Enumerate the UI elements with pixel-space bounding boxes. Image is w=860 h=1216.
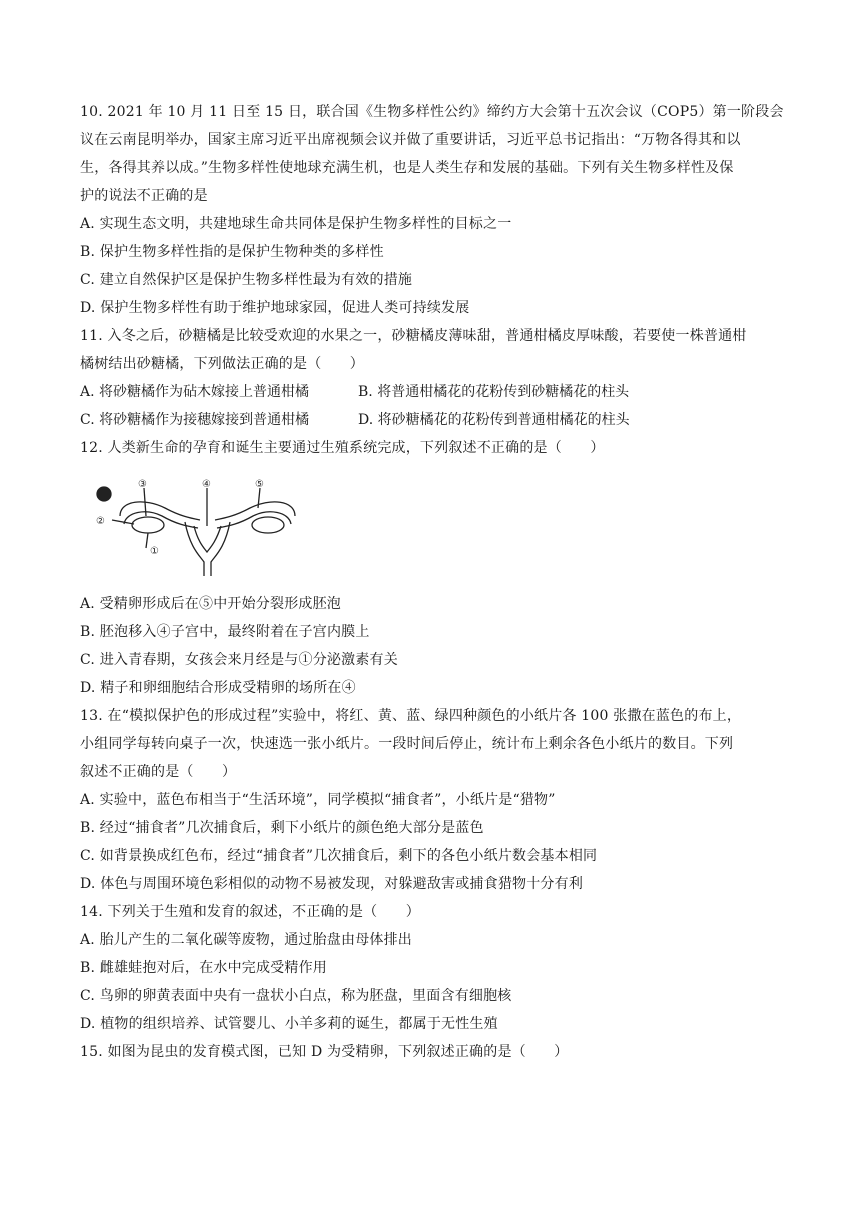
- q11-option-d: D. 将砂糖橘花的花粉传到普通柑橘花的柱头: [358, 412, 630, 428]
- figure-label-2: ②: [96, 516, 105, 527]
- figure-label-5: ⑤: [255, 479, 264, 490]
- q12-option-d: D. 精子和卵细胞结合形成受精卵的场所在④: [80, 680, 356, 696]
- q14-option-d: D. 植物的组织培养、试管婴儿、小羊多莉的诞生，都属于无性生殖: [80, 1016, 498, 1032]
- q10-stem-line-2: 议在云南昆明举办，国家主席习近平出席视频会议并做了重要讲话，习近平总书记指出：“万物各得其和以: [80, 132, 741, 148]
- q10-stem-line-3: 生，各得其养以成。”生物多样性使地球充满生机，也是人类生存和发展的基础。下列有关生物多样性及保: [80, 160, 734, 176]
- q11-stem-line-2: 橘树结出砂糖橘，下列做法正确的是（ ）: [80, 356, 364, 372]
- q14-option-b: B. 雌雄蛙抱对后，在水中完成受精作用: [80, 960, 327, 976]
- q10-option-c: C. 建立自然保护区是保护生物多样性最为有效的措施: [80, 272, 413, 288]
- q13-option-a: A. 实验中，蓝色布相当于“生活环境”，同学模拟“捕食者”，小纸片是“猎物”: [80, 792, 556, 808]
- figure-label-4: ④: [202, 479, 211, 490]
- q11-option-b: B. 将普通柑橘花的花粉传到砂糖橘花的柱头: [358, 384, 630, 400]
- q11-stem-line-1: 11. 入冬之后，砂糖橘是比较受欢迎的水果之一，砂糖橘皮薄味甜，普通柑橘皮厚味酸，若要使一株普通柑: [80, 328, 747, 344]
- q13-option-b: B. 经过“捕食者”几次捕食后，剩下小纸片的颜色绝大部分是蓝色: [80, 820, 484, 836]
- q12-option-c: C. 进入青春期，女孩会来月经是与①分泌激素有关: [80, 652, 398, 668]
- female-reproductive-system-figure: [90, 478, 310, 578]
- figure-label-3: ③: [138, 479, 147, 490]
- q12-option-b: B. 胚泡移入④子宫中，最终附着在子宫内膜上: [80, 624, 370, 640]
- q10-stem-line-1: 10. 2021 年 10 月 11 日至 15 日，联合国《生物多样性公约》缔约方大会第十五次会议（COP5）第一阶段会: [80, 104, 784, 120]
- q13-option-c: C. 如背景换成红色布，经过“捕食者”几次捕食后，剩下的各色小纸片数会基本相同: [80, 848, 598, 864]
- q11-option-c: C. 将砂糖橘作为接穗嫁接到普通柑橘: [80, 412, 310, 428]
- q13-stem-line-2: 小组同学每转向桌子一次，快速选一张小纸片。一段时间后停止，统计布上剩余各色小纸片的数目。下列: [80, 736, 734, 752]
- ovum-figure: [97, 487, 111, 501]
- q10-option-a: A. 实现生态文明，共建地球生命共同体是保护生物多样性的目标之一: [80, 216, 512, 232]
- q14-option-c: C. 鸟卵的卵黄表面中央有一盘状小白点，称为胚盘，里面含有细胞核: [80, 988, 512, 1004]
- q14-stem: 14. 下列关于生殖和发育的叙述，不正确的是（ ）: [80, 904, 420, 920]
- q13-stem-line-1: 13. 在“模拟保护色的形成过程”实验中，将红、黄、蓝、绿四种颜色的小纸片各 100 张撒在蓝色的布上，: [80, 708, 742, 724]
- q10-option-d: D. 保护生物多样性有助于维护地球家园，促进人类可持续发展: [80, 300, 470, 316]
- q12-stem: 12. 人类新生命的孕育和诞生主要通过生殖系统完成，下列叙述不正确的是（ ）: [80, 440, 605, 456]
- q13-option-d: D. 体色与周围环境色彩相似的动物不易被发现，对躲避敌害或捕食猎物十分有利: [80, 876, 584, 892]
- q12-option-a: A. 受精卵形成后在⑤中开始分裂形成胚泡: [80, 596, 342, 612]
- q11-option-a: A. 将砂糖橘作为砧木嫁接上普通柑橘: [80, 384, 310, 400]
- q10-stem-line-4: 护的说法不正确的是: [80, 188, 208, 204]
- q14-option-a: A. 胎儿产生的二氧化碳等废物，通过胎盘由母体排出: [80, 932, 413, 948]
- q15-stem: 15. 如图为昆虫的发育模式图，已知 D 为受精卵，下列叙述正确的是（ ）: [80, 1044, 569, 1060]
- q13-stem-line-3: 叙述不正确的是（ ）: [80, 764, 237, 780]
- q10-option-b: B. 保护生物多样性指的是保护生物种类的多样性: [80, 244, 384, 260]
- figure-label-1: ①: [150, 546, 159, 557]
